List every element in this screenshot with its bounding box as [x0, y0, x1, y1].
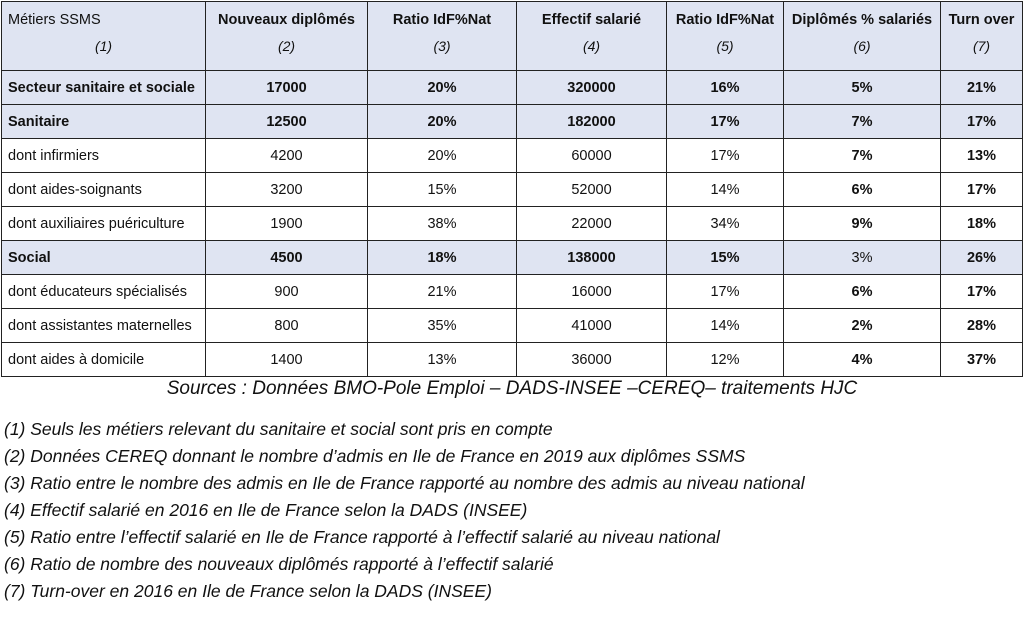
cell-dipl-pct: 7% [784, 105, 941, 139]
table-row-auxiliaires [2, 207, 1023, 241]
cell-diplomes: 4200 [206, 139, 368, 173]
cell-turnover: 21% [941, 71, 1023, 105]
cell-dipl-pct: 7% [784, 139, 941, 173]
header-num: (2) [277, 38, 296, 54]
table-row-social [2, 241, 1023, 275]
cell-turnover: 18% [941, 207, 1023, 241]
footnote: (5) Ratio entre l’effectif salarié en Ile de France rapporté à l’effectif salarié au niveau national [4, 527, 720, 547]
header-cell-ratio-dipl [368, 2, 517, 71]
header-title: Métiers SSMS [8, 12, 101, 28]
cell-ratio-eff: 17% [667, 139, 784, 173]
cell-dipl-pct: 6% [784, 173, 941, 207]
cell-diplomes: 1900 [206, 207, 368, 241]
cell-effectif: 41000 [517, 309, 667, 343]
row-label: dont auxiliaires puériculture [2, 207, 206, 241]
cell-effectif: 138000 [517, 241, 667, 275]
cell-turnover: 17% [941, 105, 1023, 139]
row-label: dont éducateurs spécialisés [2, 275, 206, 309]
cell-ratio-dipl: 20% [368, 105, 517, 139]
header-title: Effectif salarié [541, 12, 642, 28]
cell-effectif: 16000 [517, 275, 667, 309]
footnote: (7) Turn-over en 2016 en Ile de France selon la DADS (INSEE) [4, 581, 492, 601]
row-label: dont assistantes maternelles [2, 309, 206, 343]
cell-ratio-eff: 15% [667, 241, 784, 275]
cell-effectif: 182000 [517, 105, 667, 139]
table-row-aides-soignants [2, 173, 1023, 207]
header-cell-turnover [941, 2, 1023, 71]
cell-dipl-pct: 9% [784, 207, 941, 241]
header-cell-dipl-pct [784, 2, 941, 71]
footnotes [4, 416, 805, 605]
cell-ratio-eff: 34% [667, 207, 784, 241]
cell-turnover: 28% [941, 309, 1023, 343]
cell-ratio-eff: 17% [667, 105, 784, 139]
table-row-secteur [2, 71, 1023, 105]
cell-ratio-dipl: 13% [368, 343, 517, 377]
footnote: (6) Ratio de nombre des nouveaux diplômés rapporté à l’effectif salarié [4, 554, 554, 574]
header-cell-diplomes [206, 2, 368, 71]
row-label: Sanitaire [2, 105, 206, 139]
footnote: (1) Seuls les métiers relevant du sanitaire et social sont pris en compte [4, 419, 553, 439]
cell-effectif: 320000 [517, 71, 667, 105]
header-title: Turn over [948, 12, 1015, 28]
row-label: dont aides à domicile [2, 343, 206, 377]
sources-caption: Sources : Données BMO-Pole Emploi – DADS-INSEE –CEREQ– traitements HJC [166, 378, 858, 399]
table-row-infirmiers [2, 139, 1023, 173]
cell-dipl-pct: 2% [784, 309, 941, 343]
cell-diplomes: 900 [206, 275, 368, 309]
cell-ratio-dipl: 18% [368, 241, 517, 275]
header-title: Ratio IdF%Nat [392, 12, 492, 28]
footnote: (4) Effectif salarié en 2016 en Ile de France selon la DADS (INSEE) [4, 500, 528, 520]
header-num: (4) [582, 38, 601, 54]
cell-dipl-pct: 3% [784, 241, 941, 275]
header-num: (5) [716, 38, 734, 54]
row-label: Social [2, 241, 206, 275]
cell-turnover: 37% [941, 343, 1023, 377]
header-num: (7) [972, 38, 991, 54]
cell-effectif: 52000 [517, 173, 667, 207]
header-cell-ratio-eff [667, 2, 784, 71]
cell-ratio-eff: 17% [667, 275, 784, 309]
cell-dipl-pct: 4% [784, 343, 941, 377]
footnote: (3) Ratio entre le nombre des admis en Ile de France rapporté au nombre des admis au niveau national [4, 473, 805, 493]
row-label: dont aides-soignants [2, 173, 206, 207]
cell-diplomes: 12500 [206, 105, 368, 139]
cell-turnover: 13% [941, 139, 1023, 173]
cell-diplomes: 17000 [206, 71, 368, 105]
cell-ratio-eff: 16% [667, 71, 784, 105]
cell-effectif: 36000 [517, 343, 667, 377]
table-row-aides-domicile [2, 343, 1023, 377]
cell-ratio-eff: 14% [667, 173, 784, 207]
header-num: (6) [853, 38, 871, 54]
header-title: Diplômés % salariés [791, 12, 933, 28]
cell-diplomes: 4500 [206, 241, 368, 275]
table-row-sanitaire [2, 105, 1023, 139]
cell-turnover: 26% [941, 241, 1023, 275]
cell-ratio-dipl: 15% [368, 173, 517, 207]
ssms-table [1, 1, 1023, 377]
cell-effectif: 60000 [517, 139, 667, 173]
cell-ratio-dipl: 38% [368, 207, 517, 241]
header-num: (3) [433, 38, 451, 54]
cell-ratio-dipl: 20% [368, 71, 517, 105]
cell-ratio-eff: 12% [667, 343, 784, 377]
header-cell-metiers [2, 2, 206, 71]
cell-turnover: 17% [941, 275, 1023, 309]
header-num: (1) [94, 38, 113, 54]
header-row [2, 2, 1023, 71]
footnote: (2) Données CEREQ donnant le nombre d’admis en Ile de France en 2019 aux diplômes SSMS [4, 446, 746, 466]
cell-ratio-dipl: 21% [368, 275, 517, 309]
cell-ratio-eff: 14% [667, 309, 784, 343]
header-title: Ratio IdF%Nat [675, 12, 775, 28]
cell-diplomes: 3200 [206, 173, 368, 207]
row-label: dont infirmiers [2, 139, 206, 173]
cell-ratio-dipl: 35% [368, 309, 517, 343]
table-row-educateurs [2, 275, 1023, 309]
table-row-assistantes [2, 309, 1023, 343]
cell-ratio-dipl: 20% [368, 139, 517, 173]
cell-diplomes: 800 [206, 309, 368, 343]
cell-turnover: 17% [941, 173, 1023, 207]
row-label: Secteur sanitaire et sociale [2, 71, 206, 105]
header-cell-effectif [517, 2, 667, 71]
header-title: Nouveaux diplômés [218, 12, 355, 28]
cell-effectif: 22000 [517, 207, 667, 241]
cell-dipl-pct: 6% [784, 275, 941, 309]
cell-diplomes: 1400 [206, 343, 368, 377]
cell-dipl-pct: 5% [784, 71, 941, 105]
